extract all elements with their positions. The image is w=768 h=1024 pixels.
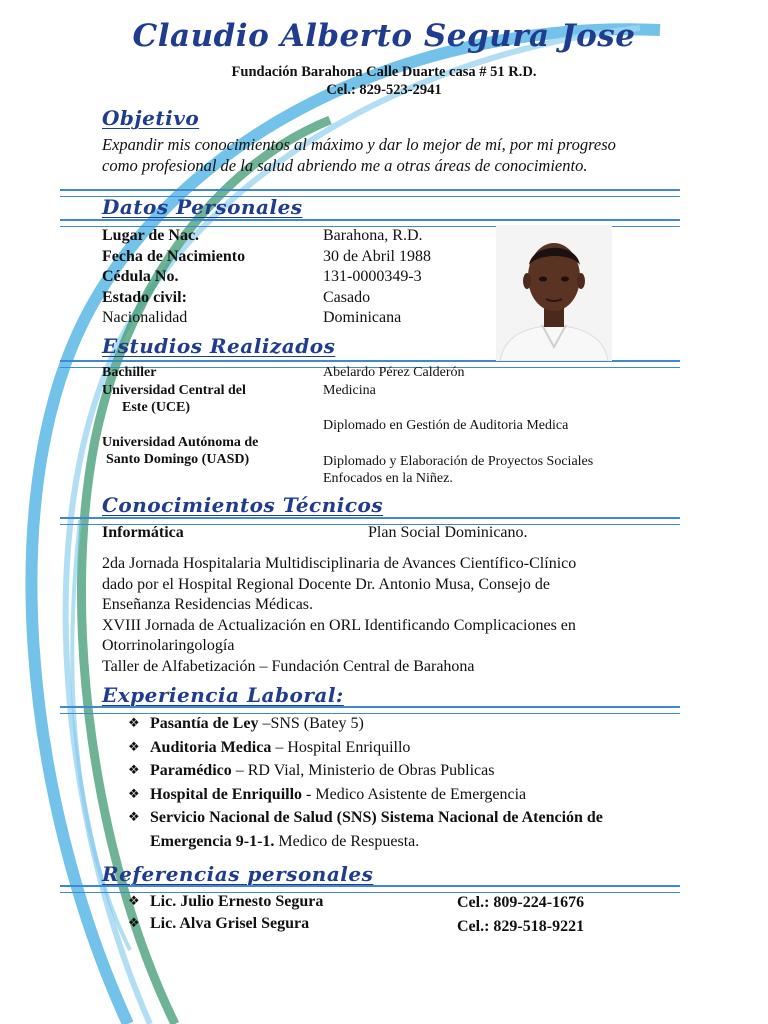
label-estado-civil: Estado civil:: [102, 288, 187, 306]
training-line: dado por el Hospital Regional Docente Dr. Antonio Musa, Consejo de: [102, 575, 550, 593]
education-institutions: [102, 364, 322, 469]
diamond-bullet-icon: ❖: [128, 739, 140, 755]
experience-role: Servicio Nacional de Salud (SNS) Sistema Nacional de Atención de Emergencia 9-1-1.: [150, 809, 603, 850]
label-cedula: Cédula No.: [102, 268, 179, 286]
experience-role: Hospital de Enriquillo: [150, 785, 303, 803]
reference-name: Lic. Julio Ernesto Segura: [150, 893, 324, 910]
education-item: Santo Domingo (UASD): [106, 452, 250, 467]
reference-item: [128, 913, 468, 935]
experience-item: [128, 806, 658, 853]
value-cedula: 131-0000349-3: [323, 268, 422, 286]
experience-place: – RD Vial, Ministerio de Obras Publicas: [231, 762, 495, 779]
training-line: XVIII Jornada de Actualización en ORL Identificando Complicaciones en: [102, 616, 576, 634]
education-item: Universidad Autónoma de: [102, 434, 259, 450]
experience-role: Pasantía de Ley: [150, 715, 259, 732]
profile-photo: [496, 225, 612, 361]
value-estado-civil: Casado: [323, 288, 371, 306]
experience-item: [128, 736, 658, 760]
section-title-datos: Datos Personales: [102, 195, 303, 219]
candidate-name: Claudio Alberto Segura Jose: [132, 18, 636, 54]
value-nacionalidad: Dominicana: [323, 309, 402, 327]
education-detail: Medicina: [323, 382, 376, 398]
personal-labels: [102, 226, 322, 329]
experience-place: – Hospital Enriquillo: [271, 738, 411, 756]
section-title-conocimientos: Conocimientos Técnicos: [102, 493, 384, 517]
label-lugar: Lugar de Nac.: [102, 227, 200, 244]
references-phones: [457, 891, 677, 938]
experience-item: [128, 759, 658, 783]
training-line: Enseñanza Residencias Médicas.: [102, 596, 314, 613]
education-detail: Enfocados en la Niñez.: [323, 471, 453, 486]
experience-role: Paramédico: [150, 762, 232, 779]
diamond-bullet-icon: ❖: [128, 786, 140, 802]
value-fecha: 30 de Abril 1988: [323, 247, 431, 265]
diamond-bullet-icon: ❖: [128, 915, 140, 931]
education-detail: Diplomado en Gestión de Auditoria Medica: [323, 418, 569, 433]
section-title-estudios: Estudios Realizados: [102, 334, 336, 358]
skill-label: Informática: [102, 524, 184, 541]
experience-item: [128, 783, 658, 807]
objective-line: Expandir mis conocimientos al máximo y dar lo mejor de mí, por mi progreso: [102, 135, 616, 154]
diamond-bullet-icon: ❖: [128, 810, 140, 825]
training-list: [102, 554, 692, 677]
education-detail: Abelardo Pérez Calderón: [323, 365, 465, 380]
skill-value: Plan Social Dominicano.: [368, 524, 528, 541]
education-item: Universidad Central del: [102, 382, 246, 398]
reference-phone: Cel.: 829-518-9221: [457, 917, 585, 935]
objective-text: [102, 134, 702, 176]
references-names: [128, 891, 468, 934]
reference-name: Lic. Alva Grisel Segura: [150, 914, 310, 932]
experience-item: [128, 712, 658, 736]
education-detail: Diplomado y Elaboración de Proyectos Sociales: [323, 453, 594, 469]
training-line: Otorrinolaringología: [102, 637, 235, 654]
objective-line: como profesional de la salud abriendo me a otras áreas de conocimiento.: [102, 156, 588, 175]
education-item: Este (UCE): [122, 400, 191, 415]
experience-list: [128, 712, 658, 853]
value-lugar: Barahona, R.D.: [323, 227, 423, 244]
personal-values: [323, 226, 493, 329]
reference-item: [128, 891, 468, 913]
education-item: Bachiller: [102, 365, 157, 380]
diamond-bullet-icon: ❖: [128, 716, 140, 731]
diamond-bullet-icon: ❖: [128, 894, 140, 909]
label-nacionalidad: Nacionalidad: [102, 309, 188, 327]
section-title-experiencia: Experiencia Laboral:: [102, 683, 344, 707]
education-details: [323, 364, 683, 488]
phone-line: Cel.: 829-523-2941: [326, 82, 442, 98]
experience-role: Auditoria Medica: [150, 738, 272, 756]
section-title-referencias: Referencias personales: [102, 862, 374, 886]
experience-place: - Medico Asistente de Emergencia: [302, 785, 527, 803]
experience-place: Medico de Respuesta.: [274, 832, 420, 850]
section-title-objetivo: Objetivo: [102, 106, 200, 130]
experience-place: –SNS (Batey 5): [258, 715, 364, 732]
training-line: 2da Jornada Hospitalaria Multidisciplinaria de Avances Científico-Clínico: [102, 555, 577, 572]
reference-phone: Cel.: 809-224-1676: [457, 894, 585, 911]
training-line: Taller de Alfabetización – Fundación Central de Barahona: [102, 657, 475, 675]
label-fecha: Fecha de Nacimiento: [102, 247, 246, 265]
address-line: Fundación Barahona Calle Duarte casa # 51 R.D.: [231, 64, 537, 80]
diamond-bullet-icon: ❖: [128, 763, 140, 778]
